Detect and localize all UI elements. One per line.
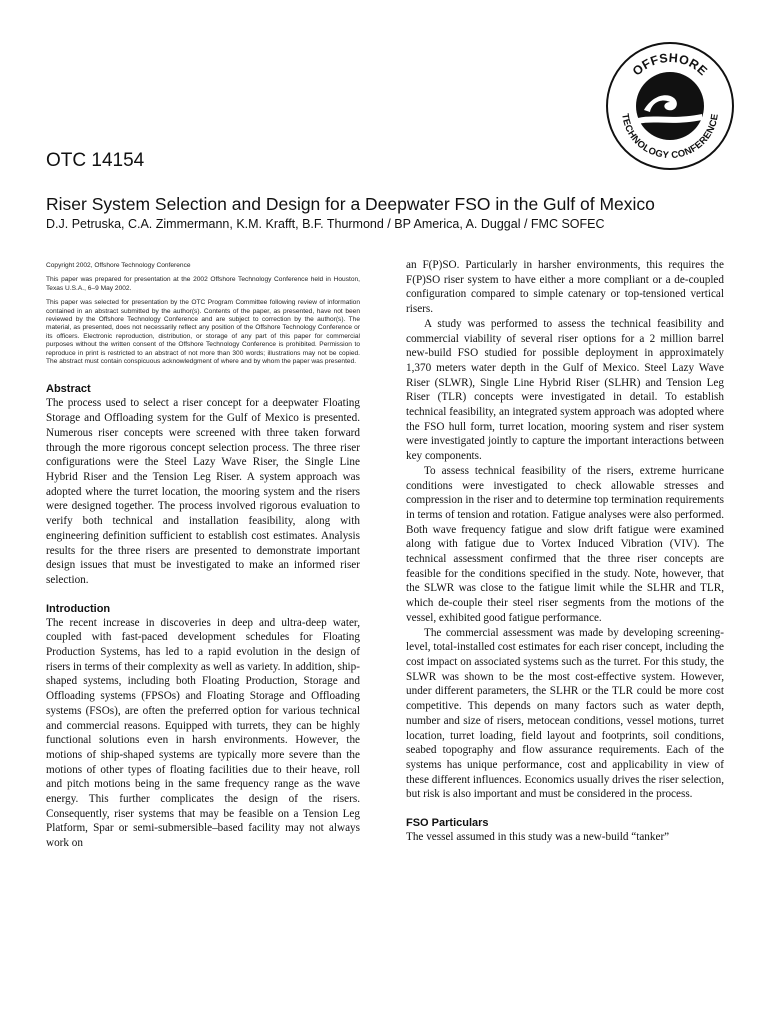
fso-particulars-heading: FSO Particulars <box>406 817 489 830</box>
copyright-notice: Copyright 2002, Offshore Technology Conference <box>46 262 191 269</box>
logo-bottom-text: TECHNOLOGY CONFERENCE <box>619 112 721 162</box>
right-paragraph-1: an F(P)SO. Particularly in harsher environments, this requires the F(P)SO riser system to have either a more compliant or a de-coupled configuration compared to simple catenary or top-tensioned vertical risers. <box>406 259 724 316</box>
fso-particulars-text: The vessel assumed in this study was a new-build “tanker” <box>406 831 670 844</box>
prepared-notice: This paper was prepared for presentation at the 2002 Offshore Technology Conference held in Houston, Texas U.S.A., 6–9 May 2002. <box>46 276 360 292</box>
otc-logo-icon <box>604 40 736 172</box>
paper-title: Riser System Selection and Design for a Deepwater FSO in the Gulf of Mexico <box>46 194 655 214</box>
introduction-text: The recent increase in discoveries in deep and ultra-deep water, coupled with fast-paced development schedules for Floating Production Systems, has led to a rapid evolution in the design of risers in terms of their complexity as well as variety. In addition, ship-shaped systems, including both Floating Production, Storage and Offloading systems (FPSOs) and Floating Storage and Offloading systems (FSOs), are often the preferred option for various technical and commercial reasons. Equipped with turrets, they can be highly functional solutions even in harsh environments. However, the motions of ship-shaped systems are typically more severe than the motions of other types of floating facilities due to their heave, roll and pitch motions being in the same frequency range as the wave energy. This further complicates the design of the risers. Consequently, riser systems that may be feasible on a Tension Leg Platform, Spar or semi-submersible–based facility may not always work on <box>46 616 360 850</box>
logo-top-text: OFFSHORE <box>629 50 711 79</box>
left-column <box>46 258 360 851</box>
right-column <box>406 258 724 845</box>
right-paragraph-2: A study was performed to assess the technical feasibility and commercial viability of several riser options for a 2 million barrel new-build FSO studied for possible deployment in approximately 1,370 meters water depth in the Gulf of Mexico. Steel Lazy Wave Riser (SLWR), Single Line Hybrid Riser (SLHR) and Tension Leg Riser (TLR) concepts were investigated in detail. To establish technical feasibility, an integrated system approach was adopted where the FSO hull form, turret location, mooring system and riser system were investigated jointly to capture the important interactions between key components. <box>406 317 724 463</box>
right-paragraph-3: To assess technical feasibility of the risers, extreme hurricane conditions were investigated to check allowable stresses and compression in the riser and to determine top termination requirements in terms of tension and rotation. Fatigue analyses were also performed. Both wave frequency fatigue and slow drift fatigue were examined along with fatigue due to Vortex Induced Vibration (VIV). The technical assessment confirmed that the three riser concepts are feasible for the conditions specified in the study. Note, however, that the SLWR was close to the fatigue limit while the SLHR and TLR, which de-couple their steel riser segments from the motions of the vessel, exhibited good fatigue performance. <box>406 464 724 624</box>
selection-notice: This paper was selected for presentation by the OTC Program Committee following review of information contained in an abstract submitted by the author(s). Contents of the paper, as presented, have not been reviewed by the Offshore Technology Conference and are subject to correction by the author(s). The material, as presented, does not necessarily reflect any position of the Offshore Technology Conference or its officers. Electronic reproduction, distribution, or storage of any part of this paper for commercial purposes without the written consent of the Offshore Technology Conference is prohibited. Permission to reproduce in print is restricted to an abstract of not more than 300 words; illustrations may not be copied. The abstract must contain conspicuous acknowledgment of where and by whom the paper was presented. <box>46 299 360 366</box>
paper-authors: D.J. Petruska, C.A. Zimmermann, K.M. Krafft, B.F. Thurmond / BP America, A. Duggal / FMC SOFEC <box>46 217 605 231</box>
right-paragraph-4: The commercial assessment was made by developing screening-level, total-installed cost estimates for each riser concept, including the cost impact on associated systems such as the turret. For this study, the SLWR was shown to be the most cost-effective system. However, under different parameters, the SLHR or the TLR could be more cost competitive. This depends on many factors such as water depth, number and size of risers, metocean conditions, vessel motions, turret location, turret loading, field layout and footprints, soil conditions, seabed topography and flow assurance requirements. Each of the systems has unique performance, cost and applicability in view of these different influences. Economics usually drives the riser selection, but risk is also important and must be considered in the process. <box>406 626 724 801</box>
abstract-heading: Abstract <box>46 383 91 396</box>
introduction-heading: Introduction <box>46 602 111 615</box>
paper-number: OTC 14154 <box>46 150 145 171</box>
abstract-text: The process used to select a riser concept for a deepwater Floating Storage and Offloading system for the Gulf of Mexico is presented. Numerous riser concepts were screened with three taken forward through the more rigorous concept selection process. The three riser configurations were the Steel Lazy Wave Riser, the Single Line Hybrid Riser and the Tension Leg Riser. A system approach was adopted where the turret location, the mooring system and the risers were designed together. The process involved rigorous evaluation to verify both technical and installation feasibility, along with engineering definition sufficient to establish cost estimates. Analysis results for the three risers are presented to demonstrate important design issues that must be investigated to make an informed riser selection. <box>46 397 360 586</box>
